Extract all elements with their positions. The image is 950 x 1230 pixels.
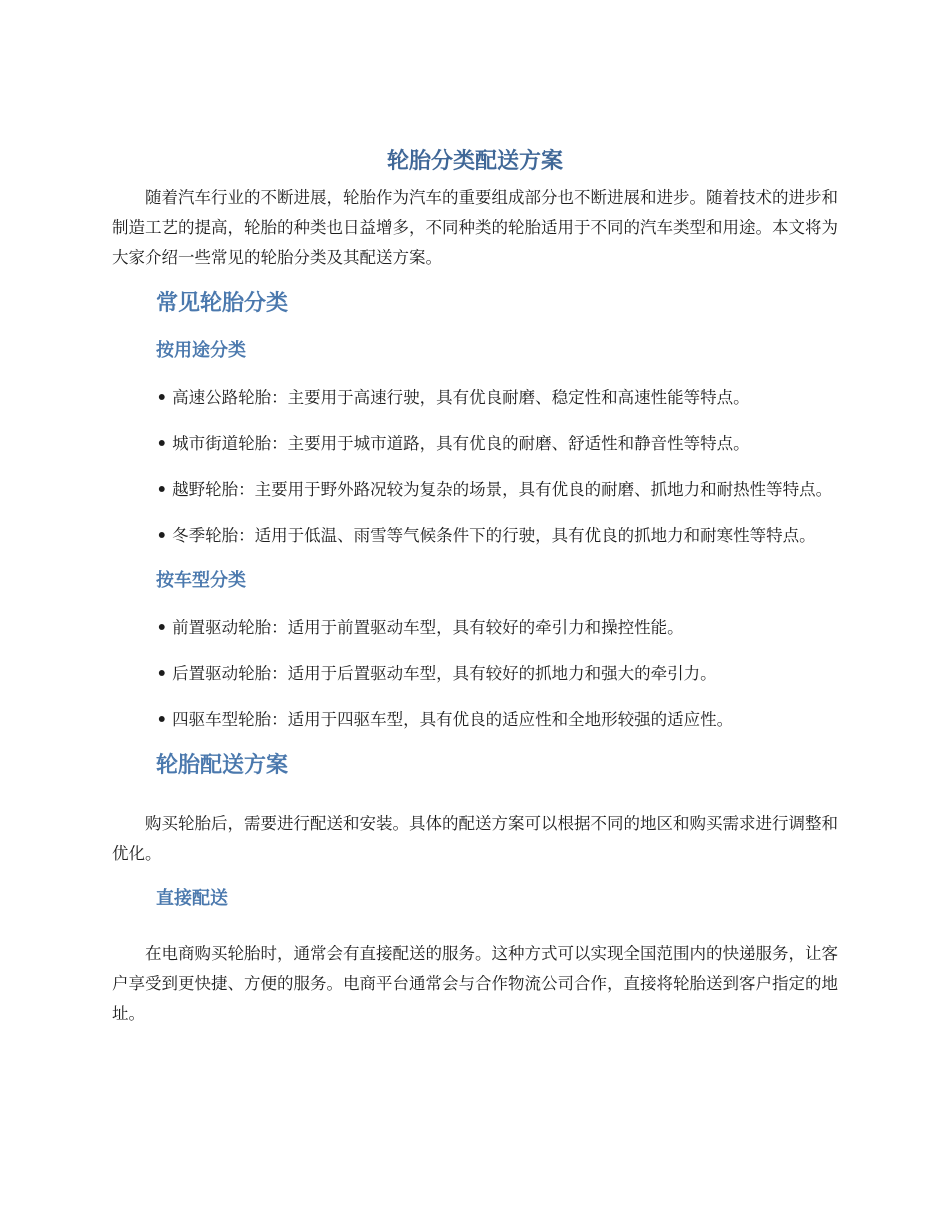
section-heading-delivery-plan: 轮胎配送方案 <box>156 753 289 778</box>
list-item <box>112 475 838 505</box>
list-item-text: 冬季轮胎：适用于低温、雨雪等气候条件下的行驶，具有优良的抓地力和耐寒性等特点。 <box>172 526 816 545</box>
document-title: 轮胎分类配送方案 <box>386 149 563 174</box>
by-vehicle-list <box>112 613 838 735</box>
list-item <box>112 705 838 735</box>
bullet-icon: • <box>156 480 168 499</box>
subsection-heading-by-use: 按用途分类 <box>156 340 246 361</box>
subsection-heading-by-vehicle: 按车型分类 <box>156 570 246 591</box>
list-item-text: 四驱车型轮胎：适用于四驱车型，具有优良的适应性和全地形较强的适应性。 <box>172 710 734 729</box>
bullet-icon: • <box>156 664 168 683</box>
list-item <box>112 521 838 551</box>
list-item-text: 城市街道轮胎：主要用于城市道路，具有优良的耐磨、舒适性和静音性等特点。 <box>172 434 750 453</box>
list-item-text: 前置驱动轮胎：适用于前置驱动车型，具有较好的牵引力和操控性能。 <box>172 618 684 637</box>
bullet-icon: • <box>156 710 168 729</box>
list-item-text: 后置驱动轮胎：适用于后置驱动车型，具有较好的抓地力和强大的牵引力。 <box>172 664 717 683</box>
bullet-icon: • <box>156 526 168 545</box>
list-item <box>112 659 838 689</box>
section-heading-common-tire-classes: 常见轮胎分类 <box>156 291 289 316</box>
list-item-text: 越野轮胎：主要用于野外路况较为复杂的场景，具有优良的耐磨、抓地力和耐热性等特点。 <box>172 480 833 499</box>
subsection-heading-direct-delivery: 直接配送 <box>156 888 228 909</box>
by-use-list <box>112 383 838 551</box>
bullet-icon: • <box>156 434 168 453</box>
bullet-icon: • <box>156 388 168 407</box>
list-item <box>112 429 838 459</box>
intro-paragraph: 随着汽车行业的不断进展，轮胎作为汽车的重要组成部分也不断进展和进步。随着技术的进步和制造工艺的提高，轮胎的种类也日益增多，不同种类的轮胎适用于不同的汽车类型和用途。本文将为大家介绍一些常见的轮胎分类及其配送方案。 <box>112 188 838 267</box>
list-item <box>112 383 838 413</box>
bullet-icon: • <box>156 618 168 637</box>
list-item <box>112 613 838 643</box>
direct-delivery-paragraph: 在电商购买轮胎时，通常会有直接配送的服务。这种方式可以实现全国范围内的快递服务，让客户享受到更快捷、方便的服务。电商平台通常会与合作物流公司合作，直接将轮胎送到客户指定的地址。 <box>112 944 838 1023</box>
delivery-intro-paragraph: 购买轮胎后，需要进行配送和安装。具体的配送方案可以根据不同的地区和购买需求进行调整和优化。 <box>112 814 838 863</box>
list-item-text: 高速公路轮胎：主要用于高速行驶，具有优良耐磨、稳定性和高速性能等特点。 <box>172 388 750 407</box>
